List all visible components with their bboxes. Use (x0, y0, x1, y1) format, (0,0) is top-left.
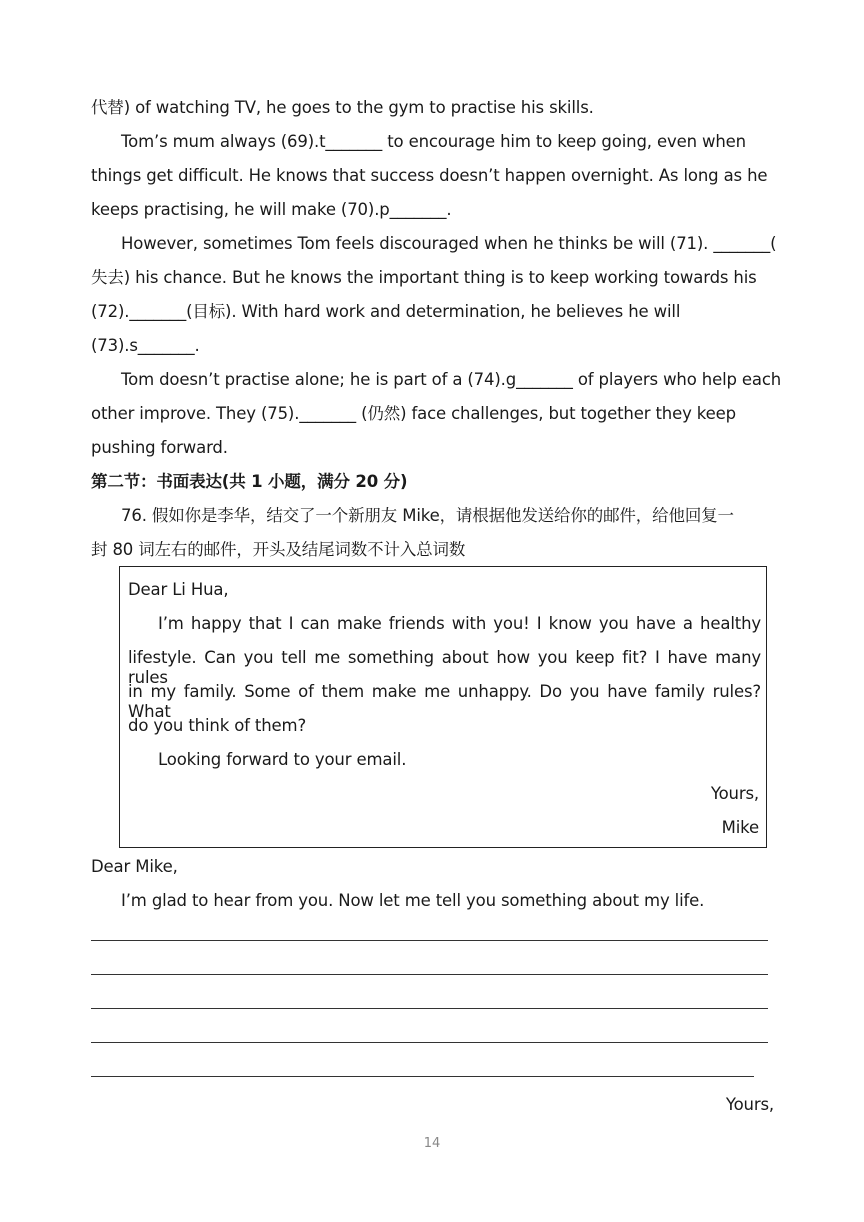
passage-line: (72)._______(目标). With hard work and determination, he believes he will (91, 302, 681, 321)
passage-line: pushing forward. (91, 438, 228, 457)
passage-line: However, sometimes Tom feels discouraged when he thinks be will (71). _______( (121, 234, 777, 253)
writing-line[interactable] (91, 1042, 768, 1043)
passage-line: things get difficult. He knows that success doesn’t happen overnight. As long as he (91, 166, 768, 185)
writing-line[interactable] (91, 1076, 754, 1077)
letter-body-line: do you think of them? (128, 716, 307, 735)
writing-prompt: 76. 假如你是李华，结交了一个新朋友 Mike，请根据他发送给你的邮件，给他回复一 (121, 506, 734, 525)
passage-line: keeps practising, he will make (70).p_______. (91, 200, 452, 219)
passage-line: Tom’s mum always (69).t_______ to encourage him to keep going, even when (121, 132, 746, 151)
passage-line: other improve. They (75)._______ (仍然) face challenges, but together they keep (91, 404, 736, 423)
letter-body-line: in my family. Some of them make me unhappy. Do you have family rules? What (128, 682, 761, 721)
page-number: 14 (423, 1136, 441, 1151)
reply-greeting: Dear Mike, (91, 857, 178, 876)
letter-closing: Yours, (710, 784, 759, 803)
letter-body-line: I’m happy that I can make friends with you! I know you have a healthy (158, 614, 761, 633)
passage-line: Tom doesn’t practise alone; he is part of a (74).g_______ of players who help each (121, 370, 782, 389)
letter-body-line: lifestyle. Can you tell me something about how you keep fit? I have many rules (128, 648, 761, 687)
passage-line: 失去) his chance. But he knows the important thing is to keep working towards his (91, 268, 757, 287)
reply-closing: Yours, (725, 1095, 774, 1114)
writing-line[interactable] (91, 1008, 768, 1009)
section-heading: 第二节：书面表达(共 1 小题，满分 20 分) (91, 472, 408, 491)
writing-line[interactable] (91, 940, 768, 941)
passage-line: (73).s_______. (91, 336, 200, 355)
email-box (119, 566, 767, 848)
passage-line: 代替) of watching TV, he goes to the gym to practise his skills. (91, 98, 594, 117)
writing-prompt: 封 80 词左右的邮件，开头及结尾词数不计入总词数 (91, 540, 466, 559)
letter-signature: Mike (721, 818, 759, 837)
letter-body-line: Looking forward to your email. (158, 750, 407, 769)
letter-greeting: Dear Li Hua, (128, 580, 229, 599)
writing-line[interactable] (91, 974, 768, 975)
reply-opening: I’m glad to hear from you. Now let me tell you something about my life. (121, 891, 705, 910)
